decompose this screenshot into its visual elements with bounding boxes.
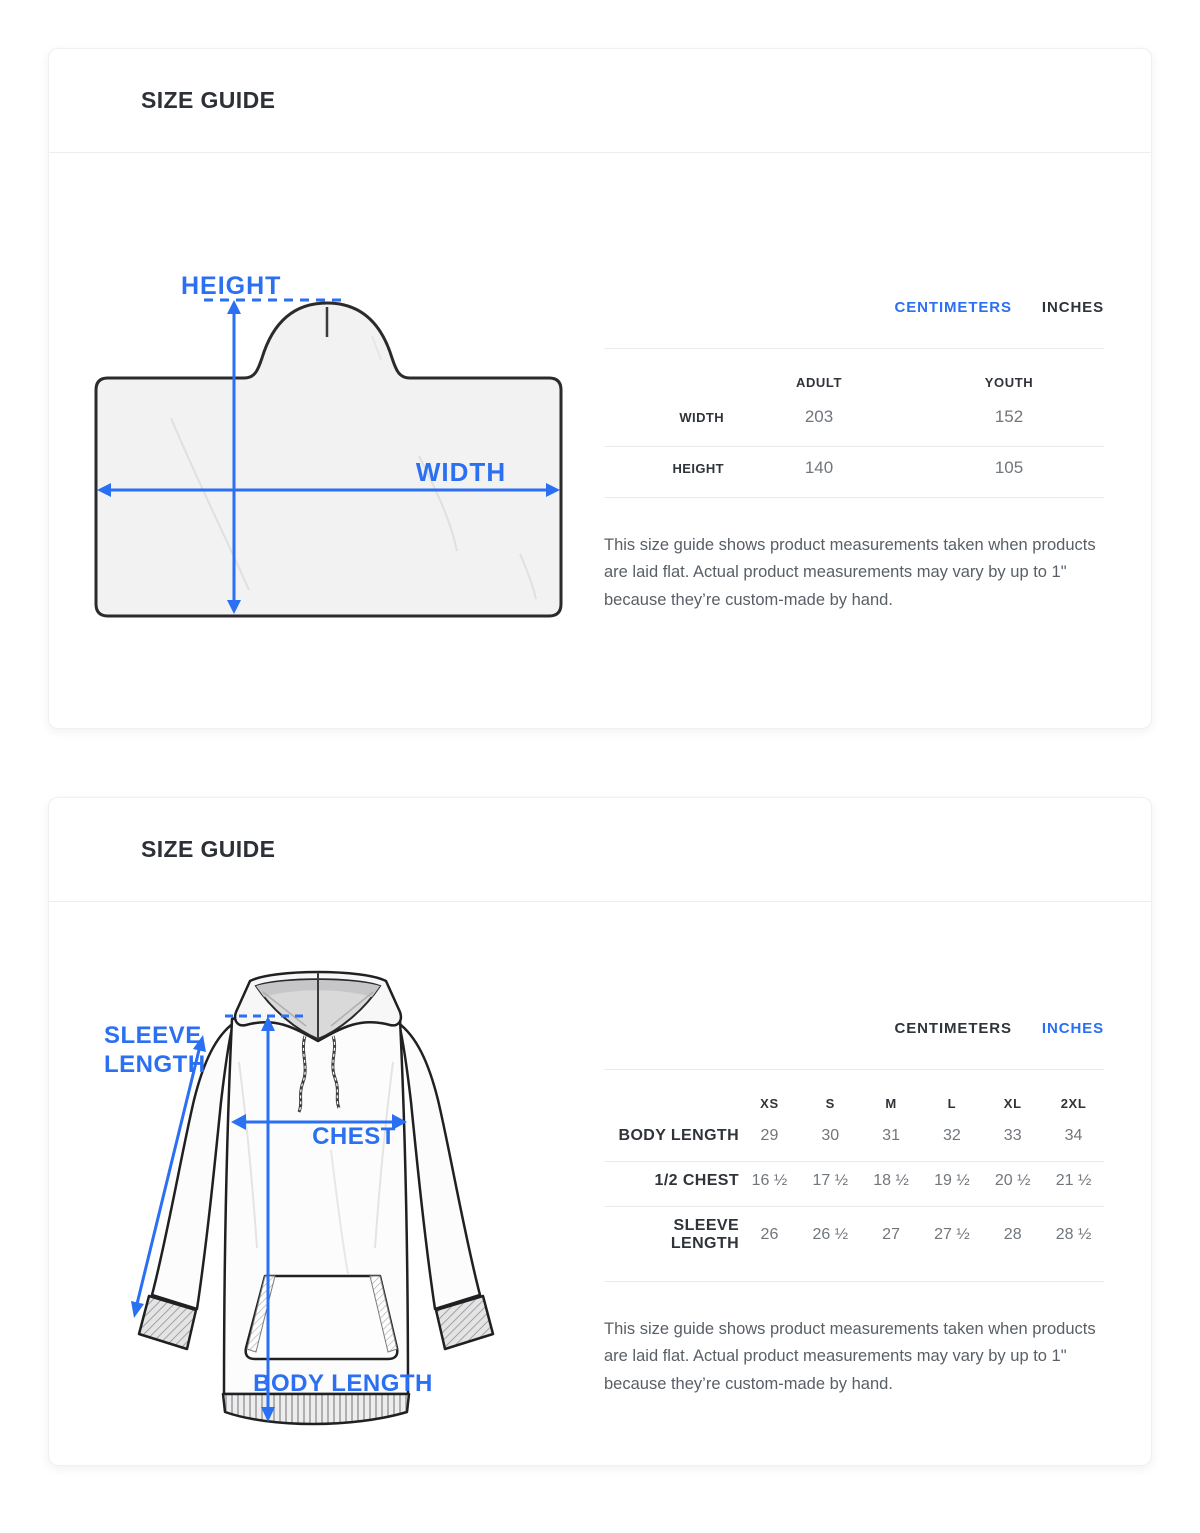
table-row-width	[604, 396, 1104, 447]
value-cell: 33	[1003, 1127, 1022, 1144]
sleeve-length-label-line1: SLEEVE	[104, 1022, 202, 1049]
value-cell: 21 ½	[1055, 1172, 1092, 1189]
card-header	[49, 49, 1151, 153]
value-cell: 31	[882, 1127, 900, 1144]
value-cell: 19 ½	[934, 1172, 970, 1189]
table-corner-cell	[604, 349, 724, 397]
measurement-note: This size guide shows product measurements taken when products are laid flat. Actual product measurements may vary by up to 1" because they’re custom-made by hand.	[604, 1320, 1096, 1393]
row-label-body-length: BODY LENGTH	[618, 1127, 740, 1144]
table-row-body-length	[604, 1117, 1104, 1162]
width-label: WIDTH	[415, 457, 507, 487]
unit-toggle-inches[interactable]: INCHES	[1041, 299, 1104, 316]
card-body	[49, 153, 1151, 728]
value-cell: 140	[804, 458, 834, 477]
table-row-half-chest	[604, 1162, 1104, 1207]
sleeve-length-label-line2: LENGTH	[104, 1051, 206, 1078]
table-header-row	[604, 349, 1104, 397]
column-header-xl: XL	[1003, 1096, 1022, 1111]
chest-label: CHEST	[312, 1123, 396, 1150]
arrowhead-up-icon	[227, 300, 241, 314]
value-cell: 32	[942, 1127, 961, 1144]
size-guide-card-hoodie	[48, 797, 1152, 1466]
size-table-column	[604, 299, 1104, 633]
measurement-note: This size guide shows product measurements taken when products are laid flat. Actual product measurements may vary by up to 1" because they’re custom-made by hand.	[604, 536, 1096, 609]
size-guide-title: SIZE GUIDE	[141, 87, 276, 113]
table-row-height	[604, 447, 1104, 498]
measurements-table	[604, 348, 1104, 498]
hem-band	[223, 1394, 409, 1424]
row-label-width: WIDTH	[679, 409, 724, 425]
size-guide-card-blanket	[48, 48, 1152, 729]
row-label-height: HEIGHT	[672, 460, 724, 476]
measurements-table	[604, 1069, 1104, 1282]
size-table-column	[604, 1020, 1104, 1445]
value-cell: 17 ½	[812, 1172, 849, 1189]
arrowhead-lower-icon	[131, 1301, 144, 1318]
value-cell: 203	[804, 407, 834, 426]
column-header-youth: YOUTH	[984, 375, 1034, 390]
value-cell: 105	[994, 458, 1024, 477]
unit-toggle-centimeters[interactable]: CENTIMETERS	[894, 1020, 1012, 1037]
blanket-diagram	[86, 266, 576, 628]
value-cell: 28 ½	[1055, 1226, 1092, 1243]
size-guide-title: SIZE GUIDE	[141, 836, 276, 862]
column-header-m: M	[885, 1096, 897, 1111]
value-cell: 34	[1064, 1127, 1083, 1144]
unit-toggle	[604, 299, 1104, 316]
value-cell: 16 ½	[751, 1172, 788, 1189]
unit-toggle-centimeters[interactable]: CENTIMETERS	[894, 299, 1012, 316]
column-header-xs: XS	[760, 1096, 779, 1111]
diagram-column	[49, 153, 576, 633]
row-label-sleeve-length: SLEEVE LENGTH	[670, 1217, 740, 1252]
row-label-half-chest: 1/2 CHEST	[654, 1172, 740, 1189]
column-header-2xl: 2XL	[1060, 1096, 1087, 1111]
column-header-adult: ADULT	[795, 375, 843, 390]
unit-toggle-inches[interactable]: INCHES	[1041, 1020, 1104, 1037]
value-cell: 27 ½	[934, 1226, 970, 1243]
diagram-column	[49, 902, 501, 1445]
hoodie-diagram	[91, 958, 501, 1440]
value-cell: 27	[882, 1226, 900, 1243]
value-cell: 26 ½	[812, 1226, 849, 1243]
right-sleeve	[397, 1022, 480, 1309]
value-cell: 28	[1003, 1226, 1022, 1243]
value-cell: 152	[994, 407, 1024, 426]
height-label: HEIGHT	[181, 272, 282, 300]
value-cell: 26	[760, 1226, 779, 1243]
value-cell: 20 ½	[994, 1172, 1031, 1189]
unit-toggle	[604, 1020, 1104, 1037]
body-length-label: BODY LENGTH	[253, 1370, 433, 1397]
column-header-l: L	[947, 1096, 957, 1111]
column-header-s: S	[825, 1096, 835, 1111]
table-header-row	[604, 1070, 1104, 1118]
value-cell: 30	[821, 1127, 840, 1144]
card-body	[49, 902, 1151, 1465]
value-cell: 18 ½	[873, 1172, 909, 1189]
card-header	[49, 798, 1151, 902]
value-cell: 29	[760, 1127, 779, 1144]
table-row-sleeve-length	[604, 1207, 1104, 1282]
table-corner-cell	[604, 1070, 739, 1118]
